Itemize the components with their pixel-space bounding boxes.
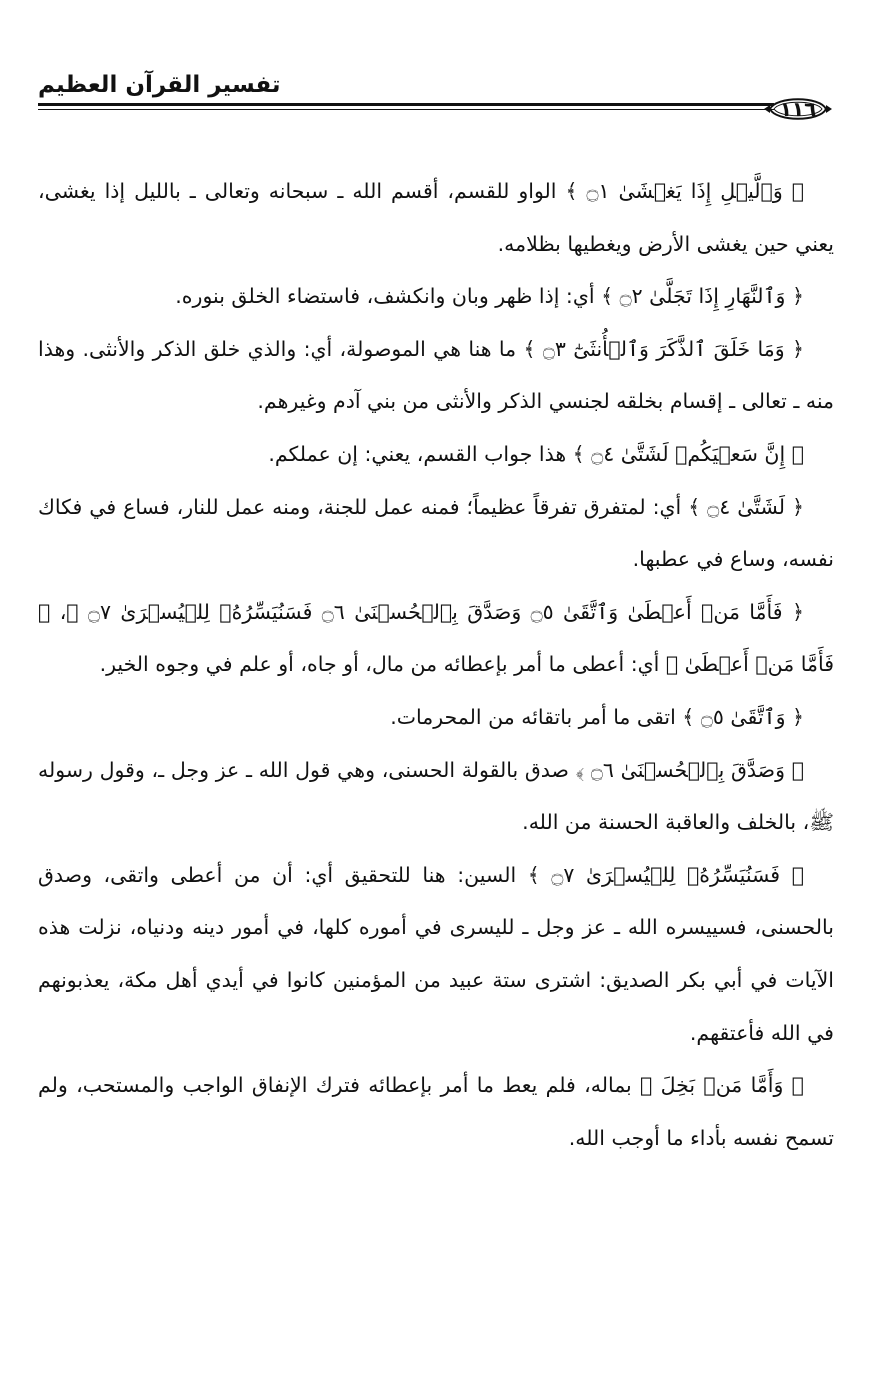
paragraph: ﴿ إِنَّ سَعۡيَكُمۡ لَشَتَّىٰ ۝٤ ﴾ هذا جواب القسم، يعني: إن عملكم.: [268, 441, 804, 466]
page-number-ornament: [762, 92, 834, 126]
header-rule-thick: [38, 103, 774, 106]
paragraph: ﴿ وَصَدَّقَ بِٱلۡحُسۡنَىٰ ۝٦ ﴾ صدق بالقولة الحسنى، وهي قول الله ـ عز وجل ـ، وقول رسوله ﷺ، بالخلف والعاقبة الحسنة من الله.: [38, 757, 834, 835]
paragraph: ﴿ وَٱلَّيۡلِ إِذَا يَغۡشَىٰ ۝١ ﴾ الواو للقسم، أقسم الله ـ سبحانه وتعالى ـ بالليل إذا يغشى، يعني حين يغشى الأرض ويغطيها بظلامه.: [38, 179, 834, 256]
paragraph: ﴿ وَٱلنَّهَارِ إِذَا تَجَلَّىٰ ۝٢ ﴾ أي: إذا ظهر وبان وانكشف، فاستضاء الخلق بنوره.: [175, 284, 804, 309]
paragraph: ﴿ وَأَمَّا مَنۢ بَخِلَ ﴾ بماله، فلم يعط ما أمر بإعطائه فترك الإنفاق الواجب والمستحب، ولم تسمح نفسه بأداء ما أوجب الله.: [38, 1073, 834, 1150]
page-header: [38, 70, 834, 130]
header-rule-thin: [38, 109, 774, 110]
paragraph: ﴿ فَأَمَّا مَنۡ أَعۡطَىٰ وَٱتَّقَىٰ ۝٥ وَصَدَّقَ بِٱلۡحُسۡنَىٰ ۝٦ فَسَنُيَسِّرُهُۥ لِلۡيُسۡرَىٰ ۝٧ ﴾، ﴿ فَأَمَّا مَنۡ أَعۡطَىٰ ﴾ أي: أعطى ما أمر بإعطائه من مال، أو جاه، أو علم في وجوه الخير.: [38, 599, 834, 677]
paragraph: ﴿ فَسَنُيَسِّرُهُۥ لِلۡيُسۡرَىٰ ۝٧ ﴾ السين: هنا للتحقيق أي: أن من أعطى واتقى، وصدق بالحسنى، فسييسره الله ـ عز وجل ـ لليسرى في أموره كلها، في أمور دينه ودنياه، نزلت هذه الآيات في أبي بكر الصديق: اشترى ستة عبيد من المؤمنين كانوا في أيدي أهل مكة، يعذبونهم في الله فأعتقهم.: [38, 862, 834, 1045]
tafsir-body: [38, 165, 834, 1164]
paragraph: ﴿ وَٱتَّقَىٰ ۝٥ ﴾ اتقى ما أمر باتقائه من المحرمات.: [390, 704, 804, 729]
paragraph: ﴿ وَمَا خَلَقَ ٱلذَّكَرَ وَٱلۡأُنثَىٰٓ ۝٣ ﴾ ما هنا هي الموصولة، أي: والذي خلق الذكر والأنثى. وهذا منه ـ تعالى ـ إقسام بخلقه لجنسي الذكر والأنثى من بني آدم وغيرهم.: [38, 336, 834, 414]
page-number: ١١٦: [779, 97, 817, 121]
paragraph: ﴿ لَشَتَّىٰ ۝٤ ﴾ أي: لمتفرق تفرقاً عظيماً؛ فمنه عمل للجنة، ومنه عمل للنار، فساع في فكاك نفسه، وساع في عطبها.: [38, 494, 834, 572]
running-title: تفسير القرآن العظيم: [38, 72, 281, 98]
